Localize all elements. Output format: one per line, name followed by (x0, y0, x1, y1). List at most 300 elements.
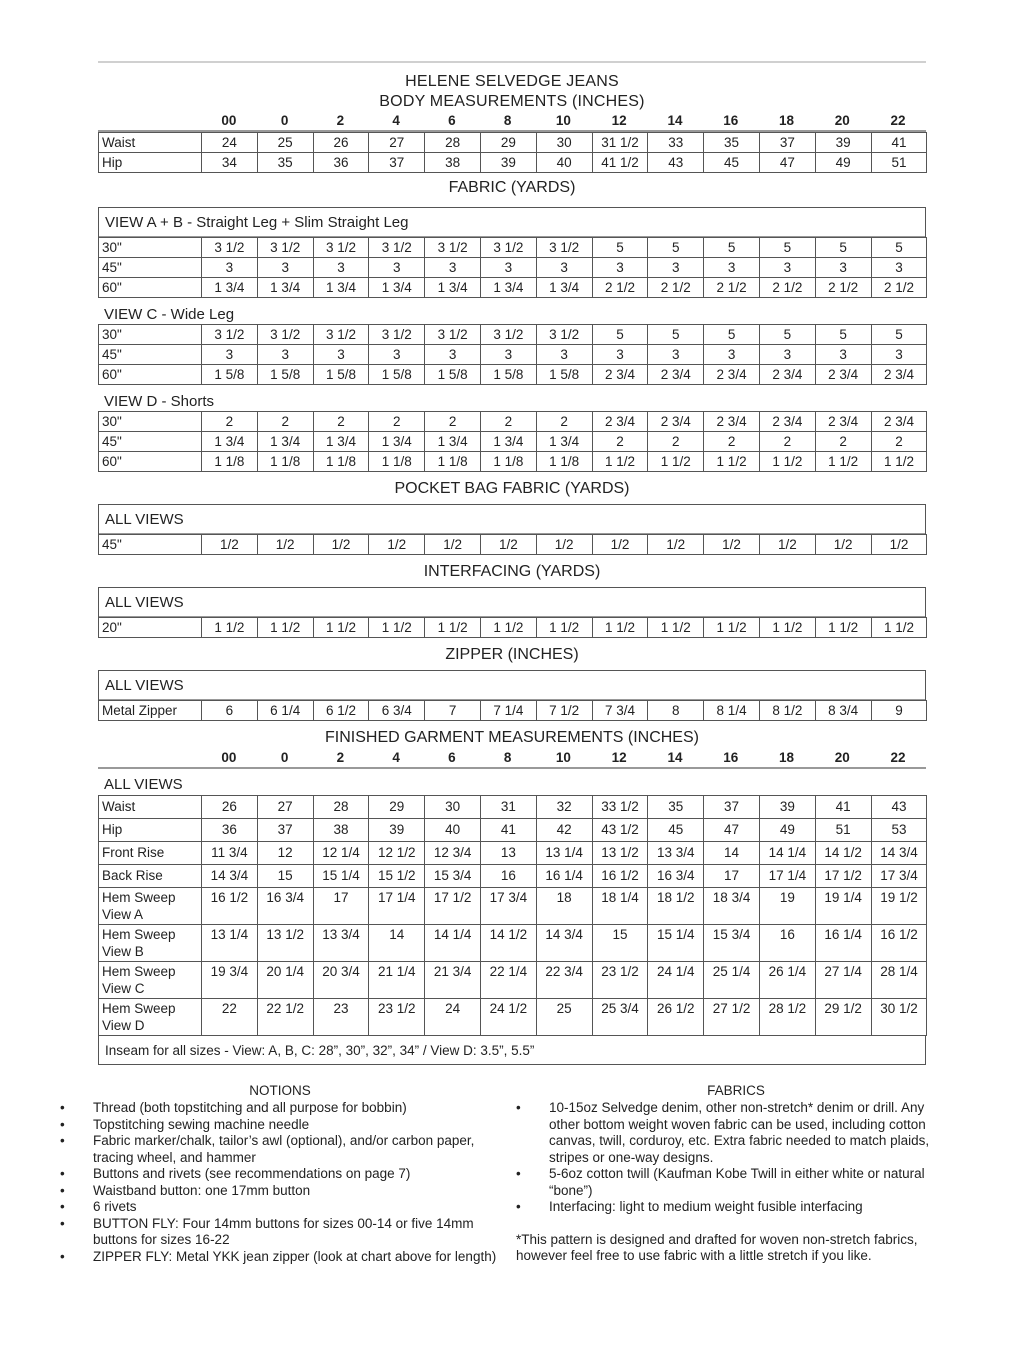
value-cell: 17 (704, 865, 760, 888)
value-cell: 2 3/4 (648, 412, 704, 432)
value-cell: 2 (202, 412, 258, 432)
value-cell: 26 (313, 133, 369, 153)
value-cell: 43 1/2 (592, 819, 648, 842)
notion-item: • Fabric marker/chalk, tailor’s awl (optional), and/or carbon paper, tracing wheel, and hammer (60, 1133, 500, 1166)
value-cell: 35 (648, 796, 704, 819)
value-cell: 12 1/2 (369, 842, 425, 865)
value-cell: 29 1/2 (815, 999, 871, 1036)
value-cell: 1 1/2 (815, 618, 871, 638)
value-cell: 5 (704, 238, 760, 258)
value-cell: 17 1/2 (425, 888, 481, 925)
value-cell: 2 (313, 412, 369, 432)
table-row (99, 278, 927, 298)
value-cell: 1/2 (536, 535, 592, 555)
value-cell: 3 (369, 258, 425, 278)
value-cell: 3 (425, 345, 481, 365)
value-cell: 3 (704, 258, 760, 278)
value-cell: 3 (871, 258, 927, 278)
value-cell: 2 1/2 (648, 278, 704, 298)
value-cell: 1/2 (257, 535, 313, 555)
value-cell: 3 1/2 (480, 238, 536, 258)
value-cell: 1 1/2 (759, 618, 815, 638)
value-cell: 1 1/2 (759, 452, 815, 472)
value-cell: 1 5/8 (257, 365, 313, 385)
value-cell: 3 (480, 258, 536, 278)
table-row (99, 535, 927, 555)
row-label: 45" (99, 535, 202, 555)
value-cell: 16 1/2 (871, 925, 927, 962)
fabric-heading: FABRIC (YARDS) (448, 179, 576, 196)
value-cell: 7 1/2 (536, 701, 592, 721)
value-cell: 6 1/4 (257, 701, 313, 721)
zipper-heading: ZIPPER (INCHES) (445, 646, 579, 663)
fabric-item: • 5-6oz cotton twill (Kaufman Kobe Twill in either white or natural “bone”) (516, 1166, 956, 1199)
value-cell: 1 1/2 (815, 452, 871, 472)
value-cell: 27 1/4 (815, 962, 871, 999)
value-cell: 9 (871, 701, 927, 721)
table-row (99, 365, 927, 385)
size-header-cell: 14 (667, 750, 683, 765)
size-header-cell: 2 (336, 113, 345, 128)
size-header-cell: 16 (723, 750, 739, 765)
value-cell: 25 1/4 (704, 962, 760, 999)
value-cell: 45 (704, 153, 760, 173)
stretch-footnote: *This pattern is designed and drafted for woven non-stretch fabrics, however feel free to use fabric with a little stretch if you like. (516, 1231, 918, 1263)
fabric-view-label: VIEW A + B - Straight Leg + Slim Straight Leg (98, 207, 926, 237)
value-cell: 2 (648, 432, 704, 452)
value-cell: 27 (257, 796, 313, 819)
value-cell: 1 1/8 (313, 452, 369, 472)
value-cell: 1/2 (704, 535, 760, 555)
pocket-heading: POCKET BAG FABRIC (YARDS) (394, 480, 630, 497)
value-cell: 1 3/4 (202, 432, 258, 452)
value-cell: 2 1/2 (871, 278, 927, 298)
value-cell: 36 (202, 819, 258, 842)
value-cell: 12 (257, 842, 313, 865)
value-cell: 43 (871, 796, 927, 819)
row-label: Front Rise (99, 842, 202, 865)
value-cell: 13 1/2 (257, 925, 313, 962)
value-cell: 17 3/4 (480, 888, 536, 925)
value-cell: 1 1/2 (704, 618, 760, 638)
value-cell: 31 1/2 (592, 133, 648, 153)
value-cell: 1 1/2 (202, 618, 258, 638)
value-cell: 18 3/4 (704, 888, 760, 925)
value-cell: 31 (480, 796, 536, 819)
size-header-row (98, 112, 926, 132)
value-cell: 22 3/4 (536, 962, 592, 999)
value-cell: 1 1/2 (536, 618, 592, 638)
value-cell: 7 1/4 (480, 701, 536, 721)
notions-column (60, 1082, 500, 1265)
fabric-item: • Interfacing: light to medium weight fusible interfacing (516, 1199, 956, 1216)
value-cell: 3 1/2 (257, 325, 313, 345)
value-cell: 5 (759, 325, 815, 345)
value-cell: 14 3/4 (871, 842, 927, 865)
value-cell: 3 1/2 (369, 325, 425, 345)
value-cell: 28 (425, 133, 481, 153)
value-cell: 8 3/4 (815, 701, 871, 721)
value-cell: 49 (759, 819, 815, 842)
table-row (99, 412, 927, 432)
notion-item: • Thread (both topstitching and all purpose for bobbin) (60, 1100, 500, 1117)
notion-item: • Waistband button: one 17mm button (60, 1183, 500, 1200)
value-cell: 1 1/2 (313, 618, 369, 638)
value-cell: 5 (871, 238, 927, 258)
value-cell: 2 3/4 (759, 365, 815, 385)
value-cell: 38 (313, 819, 369, 842)
value-cell: 3 (815, 345, 871, 365)
value-cell: 23 1/2 (369, 999, 425, 1036)
value-cell: 1 3/4 (536, 278, 592, 298)
value-cell: 1 3/4 (369, 432, 425, 452)
value-cell: 45 (648, 819, 704, 842)
value-cell: 15 1/2 (369, 865, 425, 888)
value-cell: 27 (369, 133, 425, 153)
body-measurements-heading: BODY MEASUREMENTS (INCHES) (379, 93, 645, 110)
value-cell: 1/2 (480, 535, 536, 555)
value-cell: 1 1/2 (871, 452, 927, 472)
value-cell: 14 1/2 (480, 925, 536, 962)
value-cell: 25 (257, 133, 313, 153)
value-cell: 24 1/4 (648, 962, 704, 999)
value-cell: 1 5/8 (425, 365, 481, 385)
table-row (99, 153, 927, 173)
value-cell: 2 (257, 412, 313, 432)
size-header-cell: 00 (221, 113, 237, 128)
value-cell: 30 1/2 (871, 999, 927, 1036)
value-cell: 1/2 (313, 535, 369, 555)
fabric-views (98, 207, 926, 472)
table-row (99, 888, 927, 925)
value-cell: 1/2 (425, 535, 481, 555)
value-cell: 2 3/4 (871, 412, 927, 432)
value-cell: 1 1/2 (704, 452, 760, 472)
value-cell: 1 5/8 (480, 365, 536, 385)
size-header-cell: 8 (503, 113, 512, 128)
table-row (99, 796, 927, 819)
value-cell: 49 (815, 153, 871, 173)
value-cell: 1/2 (648, 535, 704, 555)
value-cell: 3 1/2 (313, 238, 369, 258)
value-cell: 3 (536, 345, 592, 365)
value-cell: 2 1/2 (759, 278, 815, 298)
value-cell: 2 (592, 432, 648, 452)
value-cell: 3 (815, 258, 871, 278)
size-header-cell: 20 (834, 113, 850, 128)
value-cell: 3 (313, 345, 369, 365)
value-cell: 3 (536, 258, 592, 278)
value-cell: 19 3/4 (202, 962, 258, 999)
row-label: 45" (99, 258, 202, 278)
size-header-cell: 18 (778, 113, 794, 128)
size-header-cell: 12 (611, 750, 627, 765)
value-cell: 34 (202, 153, 258, 173)
table-row (99, 962, 927, 999)
value-cell: 2 3/4 (592, 365, 648, 385)
value-cell: 41 (815, 796, 871, 819)
value-cell: 3 (257, 258, 313, 278)
row-label: Hem Sweep View B (99, 925, 202, 962)
value-cell: 17 1/4 (759, 865, 815, 888)
value-cell: 12 3/4 (425, 842, 481, 865)
table-row (99, 842, 927, 865)
value-cell: 12 1/4 (313, 842, 369, 865)
value-cell: 3 (313, 258, 369, 278)
value-cell: 13 1/4 (536, 842, 592, 865)
value-cell: 28 (313, 796, 369, 819)
value-cell: 22 (202, 999, 258, 1036)
value-cell: 15 (592, 925, 648, 962)
value-cell: 38 (425, 153, 481, 173)
fabric-view-label: VIEW D - Shorts (104, 393, 215, 410)
value-cell: 16 (480, 865, 536, 888)
value-cell: 3 (480, 345, 536, 365)
value-cell: 19 1/4 (815, 888, 871, 925)
value-cell: 29 (480, 133, 536, 153)
value-cell: 17 1/4 (369, 888, 425, 925)
value-cell: 3 (648, 345, 704, 365)
value-cell: 18 (536, 888, 592, 925)
value-cell: 3 (369, 345, 425, 365)
value-cell: 3 1/2 (202, 238, 258, 258)
notion-item: • ZIPPER FLY: Metal YKK jean zipper (look at chart above for length) (60, 1249, 500, 1266)
value-cell: 6 3/4 (369, 701, 425, 721)
value-cell: 2 3/4 (815, 412, 871, 432)
value-cell: 1/2 (871, 535, 927, 555)
value-cell: 3 (202, 345, 258, 365)
value-cell: 2 (704, 432, 760, 452)
value-cell: 3 (592, 258, 648, 278)
value-cell: 17 3/4 (871, 865, 927, 888)
value-cell: 1 3/4 (536, 432, 592, 452)
fabrics-column (516, 1082, 956, 1265)
value-cell: 39 (369, 819, 425, 842)
value-cell: 7 3/4 (592, 701, 648, 721)
value-cell: 24 (425, 999, 481, 1036)
size-chart-sheet (98, 61, 926, 1065)
table-row (99, 999, 927, 1036)
value-cell: 47 (759, 153, 815, 173)
value-cell: 35 (257, 153, 313, 173)
value-cell: 1 1/2 (480, 618, 536, 638)
value-cell: 5 (815, 238, 871, 258)
value-cell: 23 (313, 999, 369, 1036)
value-cell: 41 1/2 (592, 153, 648, 173)
value-cell: 2 1/2 (704, 278, 760, 298)
value-cell: 17 (313, 888, 369, 925)
value-cell: 1 1/8 (536, 452, 592, 472)
value-cell: 1 3/4 (480, 432, 536, 452)
value-cell: 2 3/4 (648, 365, 704, 385)
size-header-cell: 6 (448, 113, 456, 128)
value-cell: 15 1/4 (648, 925, 704, 962)
finished-view-label: ALL VIEWS (104, 776, 183, 793)
size-header-cell: 14 (667, 113, 683, 128)
value-cell: 3 1/2 (425, 325, 481, 345)
value-cell: 8 1/2 (759, 701, 815, 721)
value-cell: 6 1/2 (313, 701, 369, 721)
value-cell: 1 1/8 (480, 452, 536, 472)
value-cell: 8 (648, 701, 704, 721)
value-cell: 1 3/4 (480, 278, 536, 298)
notions-list (60, 1100, 500, 1265)
value-cell: 13 3/4 (313, 925, 369, 962)
row-label: Waist (99, 796, 202, 819)
fabrics-list (516, 1100, 956, 1216)
value-cell: 25 3/4 (592, 999, 648, 1036)
table-row (99, 325, 927, 345)
value-cell: 16 3/4 (257, 888, 313, 925)
value-cell: 6 (202, 701, 258, 721)
size-header-cell: 16 (723, 113, 739, 128)
value-cell: 16 1/2 (592, 865, 648, 888)
top-rule (98, 61, 926, 63)
value-cell: 2 3/4 (759, 412, 815, 432)
value-cell: 2 3/4 (815, 365, 871, 385)
value-cell: 51 (815, 819, 871, 842)
value-cell: 18 1/4 (592, 888, 648, 925)
table-row (99, 238, 927, 258)
value-cell: 2 1/2 (592, 278, 648, 298)
notion-item: • BUTTON FLY: Four 14mm buttons for sizes 00-14 or five 14mm buttons for sizes 16-22 (60, 1216, 500, 1249)
row-label: Hem Sweep View A (99, 888, 202, 925)
value-cell: 13 (480, 842, 536, 865)
value-cell: 17 1/2 (815, 865, 871, 888)
value-cell: 24 1/2 (480, 999, 536, 1036)
value-cell: 39 (759, 796, 815, 819)
interfacing-view-label: ALL VIEWS (98, 587, 926, 617)
value-cell: 43 (648, 153, 704, 173)
value-cell: 37 (704, 796, 760, 819)
table-row (99, 432, 927, 452)
value-cell: 26 1/4 (759, 962, 815, 999)
value-cell: 27 1/2 (704, 999, 760, 1036)
value-cell: 16 1/4 (536, 865, 592, 888)
row-label: 60" (99, 365, 202, 385)
value-cell: 35 (704, 133, 760, 153)
value-cell: 3 (871, 345, 927, 365)
size-header-cell: 4 (392, 750, 400, 765)
zipper-view-label: ALL VIEWS (98, 670, 926, 700)
value-cell: 11 3/4 (202, 842, 258, 865)
size-header-cell: 20 (834, 750, 850, 765)
value-cell: 40 (536, 153, 592, 173)
fabric-view-label: VIEW C - Wide Leg (104, 306, 235, 323)
value-cell: 21 1/4 (369, 962, 425, 999)
value-cell: 39 (815, 133, 871, 153)
size-header-cell: 18 (778, 750, 794, 765)
value-cell: 3 1/2 (257, 238, 313, 258)
value-cell: 16 1/4 (815, 925, 871, 962)
value-cell: 7 (425, 701, 481, 721)
value-cell: 1 5/8 (536, 365, 592, 385)
value-cell: 20 3/4 (313, 962, 369, 999)
value-cell: 15 1/4 (313, 865, 369, 888)
row-label: Metal Zipper (99, 701, 202, 721)
value-cell: 30 (425, 796, 481, 819)
value-cell: 1 5/8 (369, 365, 425, 385)
value-cell: 28 1/4 (871, 962, 927, 999)
size-header-cell: 12 (611, 113, 627, 128)
table-row (99, 452, 927, 472)
value-cell: 8 1/4 (704, 701, 760, 721)
size-header-cell: 2 (336, 750, 345, 765)
pocket-view-label: ALL VIEWS (98, 504, 926, 534)
value-cell: 33 (648, 133, 704, 153)
size-header-cell: 00 (221, 750, 237, 765)
table-row (99, 618, 927, 638)
value-cell: 2 (759, 432, 815, 452)
value-cell: 1 3/4 (257, 432, 313, 452)
value-cell: 15 3/4 (425, 865, 481, 888)
interfacing-heading: INTERFACING (YARDS) (423, 563, 601, 580)
table-row (99, 925, 927, 962)
value-cell: 5 (592, 325, 648, 345)
value-cell: 25 (536, 999, 592, 1036)
row-label: 60" (99, 452, 202, 472)
value-cell: 14 3/4 (536, 925, 592, 962)
row-label: 20" (99, 618, 202, 638)
value-cell: 32 (536, 796, 592, 819)
value-cell: 3 1/2 (313, 325, 369, 345)
table-row (99, 819, 927, 842)
value-cell: 5 (704, 325, 760, 345)
value-cell: 1 1/2 (648, 618, 704, 638)
zipper-table (98, 700, 927, 721)
value-cell: 13 1/2 (592, 842, 648, 865)
value-cell: 42 (536, 819, 592, 842)
size-header-cell: 10 (555, 750, 571, 765)
row-label: 30" (99, 238, 202, 258)
value-cell: 1 5/8 (202, 365, 258, 385)
size-header-cell: 0 (280, 113, 289, 128)
value-cell: 53 (871, 819, 927, 842)
value-cell: 1 5/8 (313, 365, 369, 385)
row-label: Hip (99, 819, 202, 842)
value-cell: 1 3/4 (425, 278, 481, 298)
notion-item: • Buttons and rivets (see recommendations on page 7) (60, 1166, 500, 1183)
value-cell: 1 3/4 (257, 278, 313, 298)
value-cell: 1 1/2 (592, 452, 648, 472)
size-header-blank (98, 112, 201, 130)
value-cell: 5 (759, 238, 815, 258)
value-cell: 15 (257, 865, 313, 888)
value-cell: 23 1/2 (592, 962, 648, 999)
value-cell: 16 1/2 (202, 888, 258, 925)
value-cell: 1 1/8 (257, 452, 313, 472)
value-cell: 39 (480, 153, 536, 173)
row-label: Back Rise (99, 865, 202, 888)
value-cell: 16 3/4 (648, 865, 704, 888)
value-cell: 14 1/4 (759, 842, 815, 865)
row-label: 45" (99, 345, 202, 365)
value-cell: 3 1/2 (536, 325, 592, 345)
value-cell: 30 (536, 133, 592, 153)
row-label: Hip (99, 153, 202, 173)
finished-heading: FINISHED GARMENT MEASUREMENTS (INCHES) (325, 729, 699, 746)
value-cell: 41 (871, 133, 927, 153)
row-label: 45" (99, 432, 202, 452)
value-cell: 2 (815, 432, 871, 452)
value-cell: 1 3/4 (313, 432, 369, 452)
value-cell: 1 1/8 (202, 452, 258, 472)
value-cell: 37 (759, 133, 815, 153)
value-cell: 5 (871, 325, 927, 345)
value-cell: 1 3/4 (313, 278, 369, 298)
row-label: Waist (99, 133, 202, 153)
value-cell: 2 3/4 (592, 412, 648, 432)
